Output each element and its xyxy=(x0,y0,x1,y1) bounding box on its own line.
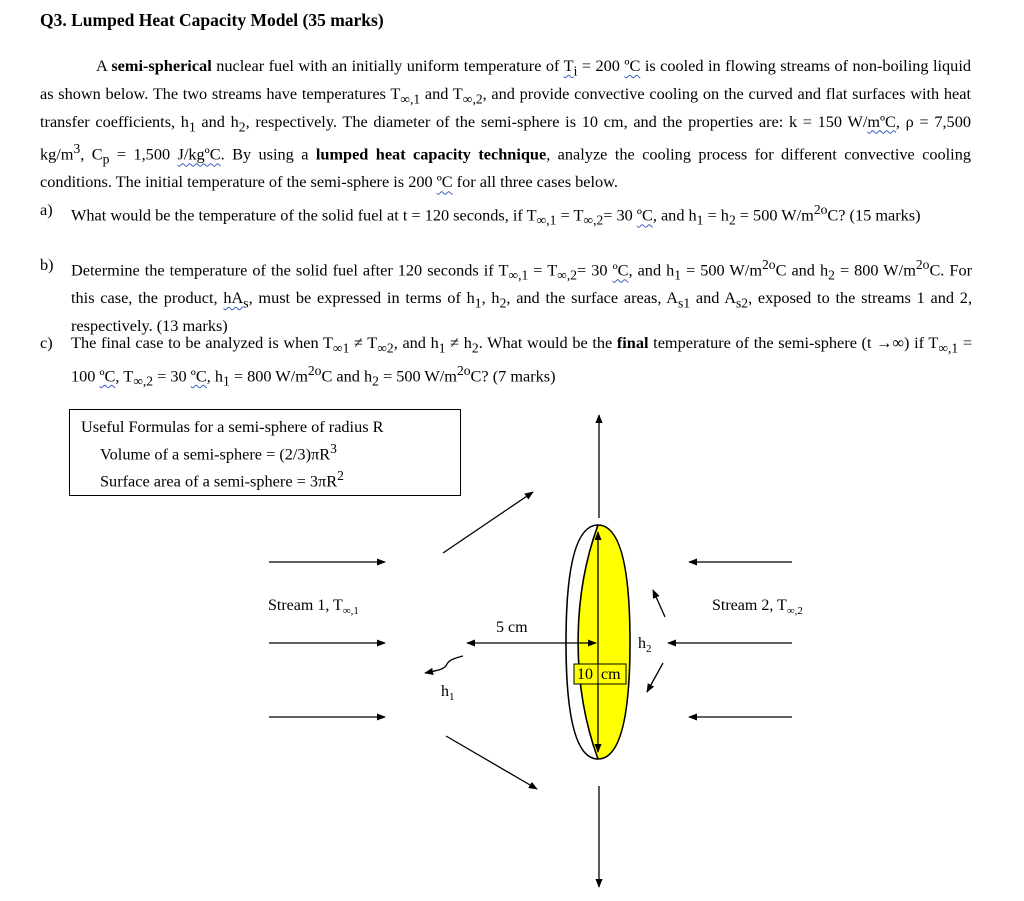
h2-arrow-down xyxy=(647,663,663,692)
question-b: b) Determine the temperature of the solid fuel after 120 seconds if $T_{\infty,1} = T_{\infty,2}= 30$ ºC, and $h_1 = 500$ $W/m^{2o}C$ and $h_2 = 800$ $W/m^{2o}C$. For this case, the product, $hA_s$, must be expressed in terms of $h_1$, $h_2$, and the surface areas, $A_{s1}$ and $A_{s2}$, exposed to the streams 1 and 2, respectively. (13 marks) xyxy=(40,255,973,335)
h1-label: $h_1$ xyxy=(441,683,455,703)
question-a: a) What would be the temperature of the solid fuel at t = 120 seconds, if $T_{\infty,1} = T_{\infty,2}= 30$ ºC, and $h_1 = h_2 = 500$ $W/m^{2o}C$? (15 marks) xyxy=(40,200,921,228)
problem-statement: A semi-spherical nuclear fuel with an initially uniform temperature of $T_i = 200$ ºC is cooled in flowing streams of non-boiling liquid as shown below. The two streams have temperatures $T_{\infty,1}$ and $T_{\infty,2}$, and provide convective cooling on the curved and flat surfaces with heat transfer coefficients, $h_1$ and $h_2$, respectively. The diameter of the semi-sphere is 10 cm, and the properties are: k = 150 W/mºC, ρ = 7,500 $kg/m^3$, $C_p = 1,500$ J/kgºC. By using a lumped heat capacity technique, analyze the cooling process for different convective cooling conditions. The initial temperature of the semi-sphere is 200 ºC for all three cases below. xyxy=(40,56,971,192)
volume-formula: Volume of a semi-sphere = $(2/3)\pi R^3$ xyxy=(100,441,337,464)
h2-label: $h_2$ xyxy=(638,635,652,655)
question-a-label: a) xyxy=(40,200,53,219)
diameter-label-num: 10 xyxy=(577,666,593,683)
diameter-label-unit: cm xyxy=(601,666,621,683)
radius-label: 5 cm xyxy=(496,619,528,636)
diagonal-arrow-bottom xyxy=(446,736,537,789)
surface-area-formula: Surface area of a semi-sphere = $3\pi R^2$ xyxy=(100,468,344,491)
formulas-heading: Useful Formulas for a semi-sphere of radius R xyxy=(81,417,384,436)
stream1-label: Stream 1, $T_{\infty,1}$ xyxy=(268,597,359,617)
h2-arrow-up xyxy=(653,590,665,617)
h1-flux-arrow xyxy=(425,656,463,673)
question-c-label: c) xyxy=(40,333,53,352)
semi-sphere-body xyxy=(578,525,630,759)
question-title: Q3. Lumped Heat Capacity Model (35 marks) xyxy=(40,10,384,30)
stream2-label: Stream 2, $T_{\infty,2}$ xyxy=(712,597,803,617)
question-c: c) The final case to be analyzed is when $T_{\infty 1} \ne T_{\infty 2}$, and $h_1 \ne h_2$. What would be the final temperature of the semi-sphere (t →∞) if $T_{\infty,1} = 100$ ºC, $T_{\infty,2} = 30$ ºC, $h_1 = 800$ $W/m^{2o}C$ and $h_2 = 500$ $W/m^{2o}C$? (7 marks) xyxy=(40,333,973,389)
diagonal-arrow-top xyxy=(443,492,533,553)
question-b-label: b) xyxy=(40,255,54,274)
